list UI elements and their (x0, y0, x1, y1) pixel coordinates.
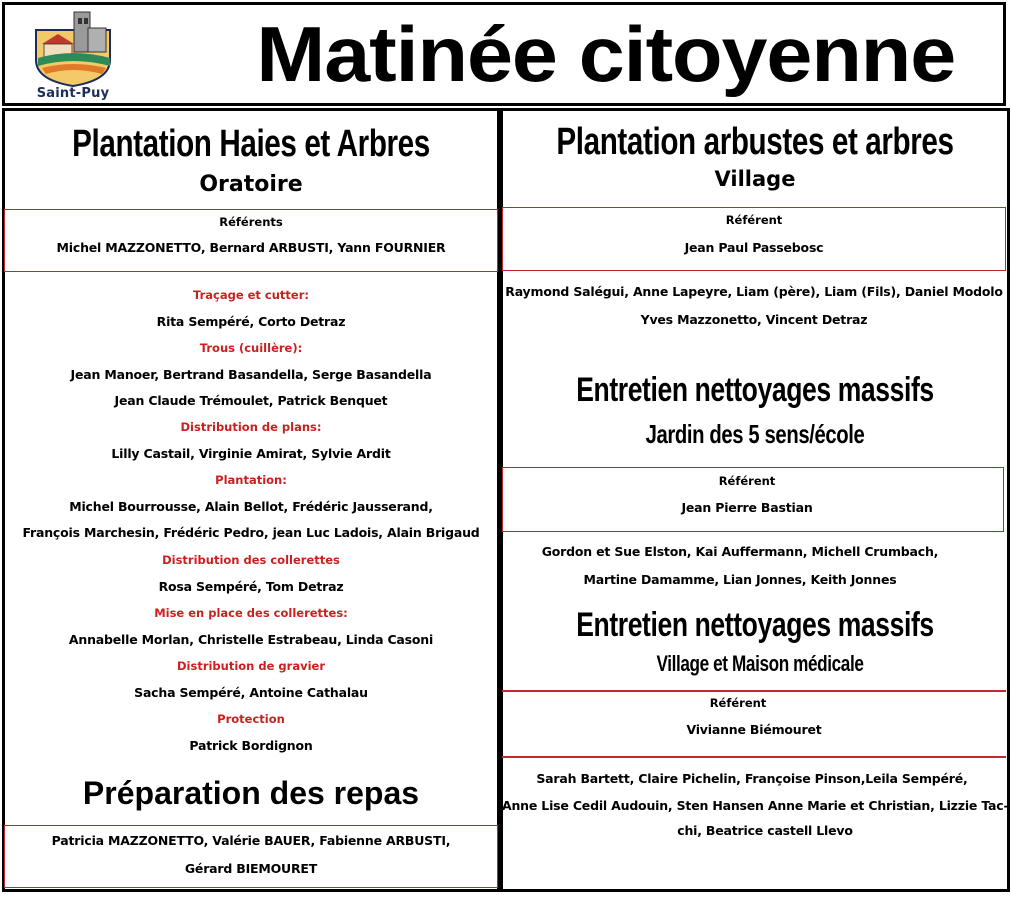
left-section1-title: Plantation Haies et Arbres (72, 123, 430, 165)
right-referent1-name: Jean Paul Passebosc (684, 240, 824, 255)
task-names-trous-2: Jean Claude Trémoulet, Patrick Benquet (114, 393, 388, 408)
right-section2-subtitle: Jardin des 5 sens/école (645, 419, 865, 449)
task-names-plantation-1: Michel Bourrousse, Alain Bellot, Frédéric Jausserand, (69, 499, 433, 514)
left-section2-title: Préparation des repas (82, 775, 420, 811)
village-crest-icon (28, 8, 118, 88)
left-repas-names-2: Gérard BIEMOURET (184, 861, 318, 876)
task-names-collerettes: Rosa Sempéré, Tom Detraz (158, 579, 344, 594)
saint-puy-logo (28, 8, 118, 106)
right-section1-names-2: Yves Mazzonetto, Vincent Detraz (640, 312, 868, 327)
task-label-tracage: Traçage et cutter: (193, 288, 309, 302)
right-section3-names-3: chi, Beatrice castell Llevo (677, 823, 853, 838)
task-names-mise-en-place: Annabelle Morlan, Christelle Estrabeau, Linda Casoni (68, 632, 434, 647)
right-section3-subtitle: Village et Maison médicale (656, 651, 864, 676)
right-section3-names-2: Anne Lise Cedil Audouin, Sten Hansen Anne Marie et Christian, Lizzie Tac- (502, 798, 1009, 813)
task-names-plantation-2: François Marchesin, Frédéric Pedro, jean Luc Ladois, Alain Brigaud (22, 525, 480, 540)
right-section2-names-2: Martine Damamme, Lian Jonnes, Keith Jonnes (583, 572, 897, 587)
right-section2-title: Entretien nettoyages massifs (576, 371, 934, 409)
left-section1-subtitle: Oratoire (199, 172, 303, 197)
task-label-mise-en-place: Mise en place des collerettes: (154, 606, 348, 620)
task-label-collerettes: Distribution des collerettes (162, 553, 340, 567)
task-label-protection: Protection (217, 712, 285, 726)
right-separator-bottom (502, 756, 1006, 758)
right-section3-title: Entretien nettoyages massifs (576, 606, 934, 644)
right-referent3-label: Référent (709, 696, 767, 710)
right-referent3-name: Vivianne Biémouret (686, 722, 822, 737)
task-label-gravier: Distribution de gravier (176, 659, 325, 673)
right-separator-top (502, 690, 1006, 692)
right-section3-names-1: Sarah Bartett, Claire Pichelin, Françoise Pinson,Leila Sempéré, (536, 771, 968, 786)
right-referent1-label: Référent (725, 213, 783, 227)
task-names-tracage: Rita Sempéré, Corto Detraz (156, 314, 346, 329)
right-section1-names-1: Raymond Salégui, Anne Lapeyre, Liam (père), Liam (Fils), Daniel Modolo (505, 284, 1003, 299)
right-section1-subtitle: Village (714, 167, 796, 191)
right-referent2-label: Référent (718, 474, 776, 488)
task-names-trous-1: Jean Manoer, Bertrand Basandella, Serge Basandella (70, 367, 432, 382)
right-referent2-name: Jean Pierre Bastian (681, 500, 813, 515)
task-names-gravier: Sacha Sempéré, Antoine Cathalau (134, 685, 368, 700)
right-section2-names-1: Gordon et Sue Elston, Kai Auffermann, Michell Crumbach, (541, 544, 939, 559)
logo-text: Saint-Puy (36, 86, 110, 101)
task-names-protection: Patrick Bordignon (189, 738, 313, 753)
page-title: Matinée citoyenne (256, 10, 956, 98)
left-referents-names: Michel MAZZONETTO, Bernard ARBUSTI, Yann FOURNIER (56, 240, 446, 255)
left-referents-label: Référents (219, 215, 283, 229)
left-repas-names-1: Patricia MAZZONETTO, Valérie BAUER, Fabienne ARBUSTI, (51, 833, 451, 848)
task-names-plans: Lilly Castail, Virginie Amirat, Sylvie Ardit (111, 446, 391, 461)
task-label-trous: Trous (cuillère): (199, 341, 303, 355)
right-section1-title: Plantation arbustes et arbres (556, 121, 954, 163)
task-label-plantation: Plantation: (215, 473, 287, 487)
task-label-plans: Distribution de plans: (180, 420, 322, 434)
